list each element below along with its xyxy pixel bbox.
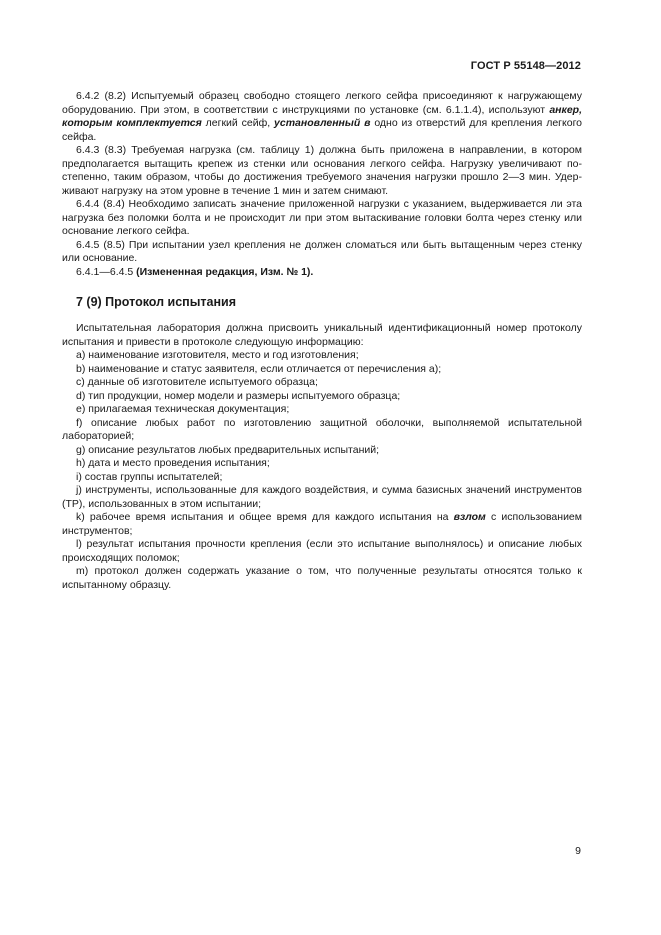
paragraph-6-4-5: 6.4.5 (8.5) При испытании узел крепления не должен сломаться или быть вытащенным через стенку или основание. (62, 238, 582, 264)
text-run: k) рабочее время испытания и общее время для каждого испытания на (76, 511, 454, 523)
section-title-protocol: 7 (9) Протокол испытания (76, 295, 237, 309)
text-run: легкий сейф, (201, 117, 275, 129)
text-run: 6.4.1—6.4.5 (76, 265, 137, 278)
list-item-b: b) наименование и статус заявителя, если отличается от перечисления а); (76, 362, 442, 375)
list-item-a: a) наименование изготовителя, место и год изготовления; (76, 349, 359, 361)
text-run: 6.4.2 (8.2) Испытуемый образец свободно стоящего легкого сейфа присоединяют к нагружающему оборудованию. При этом, в соответствии с инструкциями по установке (см. 6.1.1.4), используют (62, 90, 582, 116)
list-item-d: d) тип продукции, номер модели и размеры испытуемого образца; (76, 389, 401, 402)
paragraph-protocol-intro: Испытательная лаборатория должна присвоить уникальный идентификационный номер протоколу испытания и привести в протоколе следующую информацию: (62, 322, 582, 348)
amendment-label: (Измененная редакция, Изм. № 1). (136, 265, 314, 278)
text-run: с использованием инструментов; (62, 511, 582, 537)
emphasis-text: анкер, которым комплектуется (62, 103, 582, 129)
document-id-header: ГОСТ Р 55148—2012 (470, 60, 581, 72)
list-item-f: f) описание любых работ по изготовлению защитной оболочки, выполняемой испытательной лабораторией; (62, 416, 582, 442)
paragraph-6-4-3: 6.4.3 (8.3) Требуемая нагрузка (см. таблицу 1) должна быть приложена в направлении, в котором предполагается вытащить крепеж из стенки или основания легкого сейфа. Нагрузку увеличивают постепенно, таким образом, чтобы до достижения требуемого значения нагрузки прошло 2—3 мин. Удерживают нагрузку на этом уровне в течение 1 мин и затем снимают. (62, 144, 582, 197)
document-body (62, 90, 582, 592)
list-item-m: m) протокол должен содержать указание о том, что полученные результаты относятся только к испытанному образцу. (62, 565, 582, 591)
text-run: одно из отверстий для крепления легкого сейфа. (62, 117, 583, 143)
list-item-c: c) данные об изготовителе испытуемого образца; (76, 376, 318, 388)
page-number: 9 (575, 845, 581, 857)
list-item-l: l) результат испытания прочности крепления (если это испытание выполнялось) и описание любых происходящих поломок; (62, 538, 582, 564)
list-item-h: h) дата и место проведения испытания; (76, 457, 270, 469)
amendment-note (62, 266, 582, 280)
paragraph-6-4-2 (62, 90, 582, 144)
list-item-e: e) прилагаемая техническая документация; (76, 403, 290, 415)
list-item-g: g) описание результатов любых предварительных испытаний; (76, 443, 380, 456)
emphasis-text: установленный в (274, 117, 371, 129)
list-item-k (62, 511, 582, 538)
list-item-j: j) инструменты, использованные для каждого воздействия, и сумма базисных значений инструментов (ТР), использованных в этом испытании; (62, 484, 582, 510)
paragraph-6-4-4: 6.4.4 (8.4) Необходимо записать значение приложенной нагрузки с указанием, выдерживается ли эта нагрузка без поломки болта и не происходит ли при этом вытаскивание головки болта через стенку или основание легкого сейфа. (62, 198, 582, 237)
list-item-i: i) состав группы испытателей; (76, 470, 223, 483)
emphasis-text: взлом (453, 511, 486, 523)
